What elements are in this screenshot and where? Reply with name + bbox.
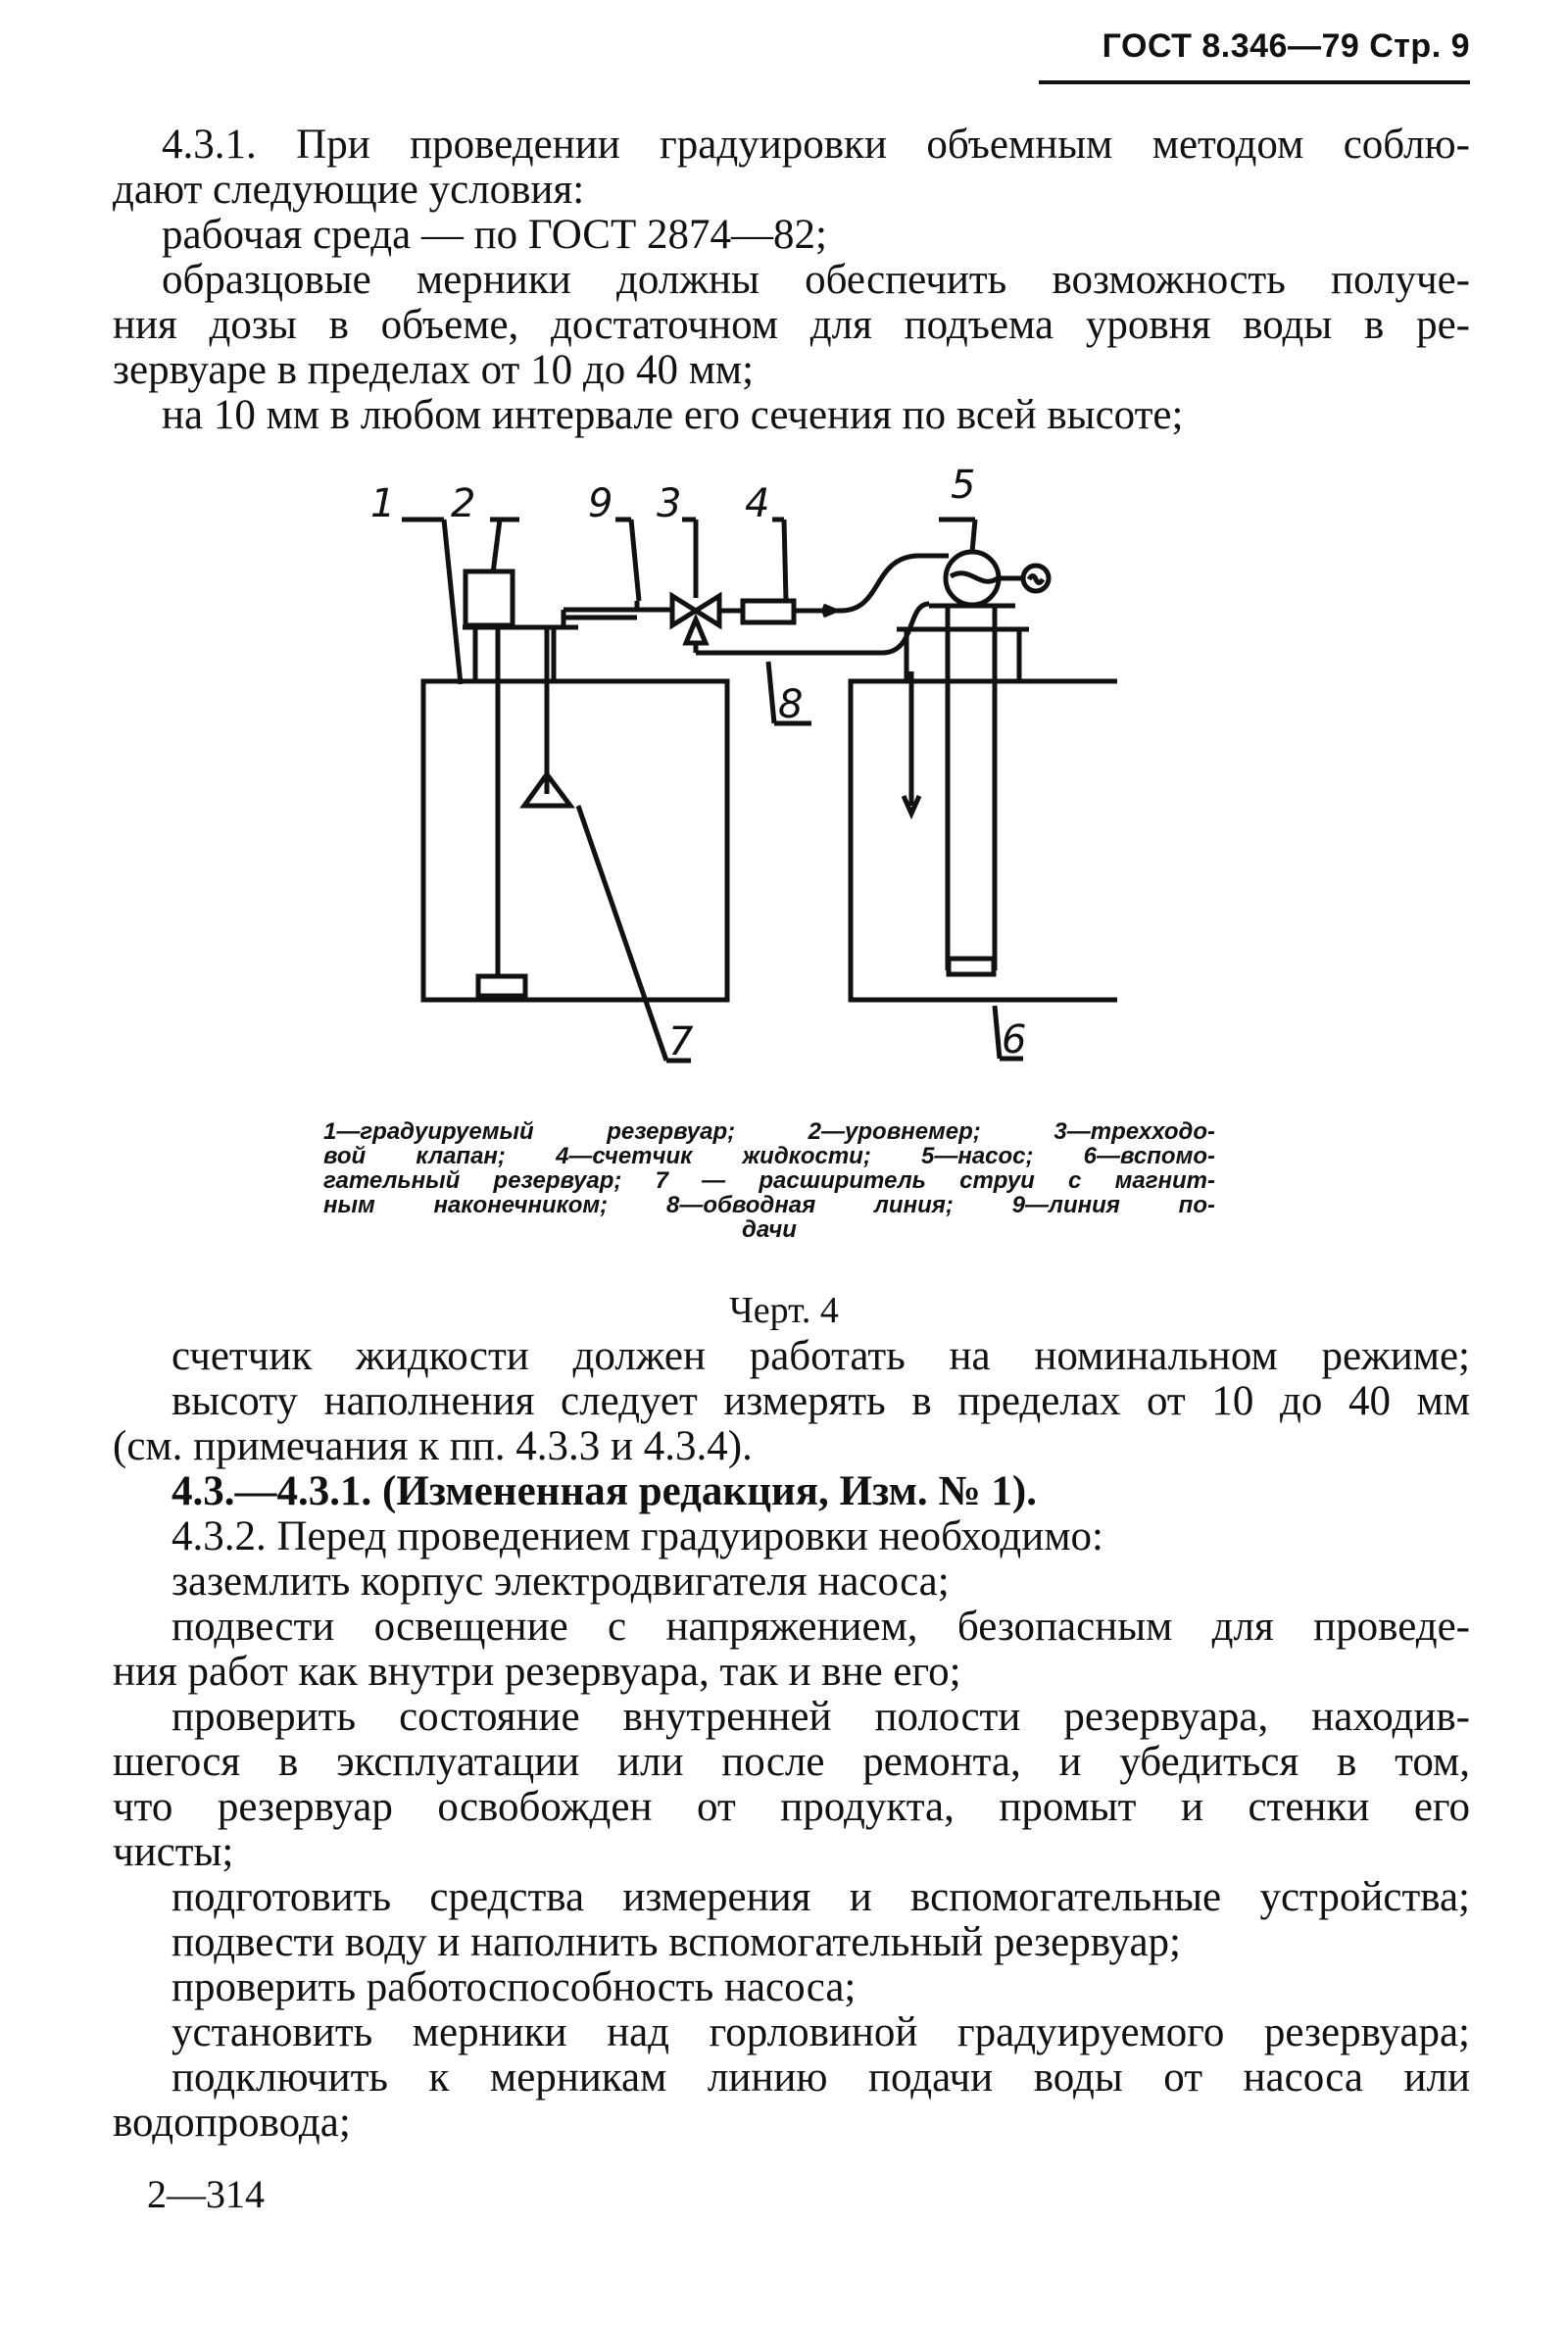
- suction-strainer: [949, 959, 994, 974]
- text-line: подготовить средства измерения и вспомогательные устройства;: [172, 1874, 1470, 1920]
- figure-caption-line: вой клапан; 4—счетчик жидкости; 5—насос; 6—вспомо-: [323, 1143, 1215, 1169]
- text-line: что резервуар освобожден от продукта, промыт и стенки его: [113, 1784, 1470, 1830]
- text-line: подключить к мерникам линию подачи воды от насоса или: [172, 2054, 1470, 2101]
- text-line: счетчик жидкости должен работать на номинальном режиме;: [172, 1333, 1470, 1379]
- text-line: подвести освещение с напряжением, безопасным для проведе-: [172, 1604, 1470, 1650]
- three-way-valve-right: [696, 596, 719, 625]
- figure-title: Черт. 4: [729, 1290, 839, 1331]
- text-line: 4.3.1. При проведении градуировки объемным методом соблю-: [162, 122, 1470, 168]
- text-line: 4.3.—4.3.1. (Измененная редакция, Изм. № 1).: [172, 1468, 1037, 1514]
- label-8: 8: [778, 682, 804, 727]
- text-line: (см. примечания к пп. 4.3.3 и 4.3.4).: [113, 1423, 753, 1469]
- text-line: образцовые мерники должны обеспечить возможность получе-: [162, 257, 1470, 303]
- text-line: ния работ как внутри резервуара, так и вне его;: [113, 1649, 961, 1695]
- figure-caption-line: гательный резервуар; 7 — расширитель струи с магнит-: [323, 1167, 1215, 1194]
- page-header-title: ГОСТ 8.346—79 Стр. 9: [1102, 27, 1470, 65]
- label-4: 4: [745, 481, 770, 526]
- text-line: проверить состояние внутренней полости резервуара, находив-: [172, 1694, 1470, 1740]
- text-line: дают следующие условия:: [113, 167, 585, 213]
- text-line: 4.3.2. Перед проведением градуировки необходимо:: [172, 1513, 1103, 1559]
- diagram-lines: [402, 519, 1117, 1061]
- text-line: подвести воду и наполнить вспомогательный резервуар;: [172, 1919, 1182, 1965]
- calibration-scheme-diagram: [353, 461, 1117, 1088]
- figure-caption-line: 1—градуируемый резервуар; 2—уровнемер; 3—трехходо-: [323, 1118, 1215, 1145]
- graduated-tank: [423, 681, 727, 1000]
- text-line: чисты;: [113, 1829, 234, 1875]
- page-folio: 2—314: [147, 2172, 265, 2216]
- flow-meter: [743, 601, 794, 622]
- label-7: 7: [668, 1019, 694, 1064]
- text-line: ния дозы в объеме, достаточном для подъема уровня воды в ре-: [113, 302, 1470, 348]
- label-5: 5: [951, 463, 976, 508]
- figure-caption-line: дачи: [742, 1216, 797, 1243]
- label-2: 2: [451, 481, 476, 526]
- label-1: 1: [370, 481, 396, 526]
- label-6: 6: [1002, 1017, 1027, 1063]
- text-line: на 10 мм в любом интервале его сечения по всей высоте;: [162, 392, 1184, 438]
- auxiliary-tank: [851, 681, 1117, 1000]
- label-9: 9: [588, 481, 613, 526]
- text-line: шегося в эксплуатации или после ремонта, и убедиться в том,: [113, 1739, 1470, 1785]
- text-line: установить мерники над горловиной градуируемого резервуара;: [172, 2009, 1470, 2055]
- text-line: зервуаре в пределах от 10 до 40 мм;: [113, 347, 755, 393]
- text-line: проверить работоспособность насоса;: [172, 1964, 857, 2010]
- text-line: водопровода;: [113, 2100, 351, 2146]
- text-line: заземлить корпус электродвигателя насоса;: [172, 1558, 950, 1605]
- text-line: рабочая среда — по ГОСТ 2874—82;: [162, 212, 827, 258]
- level-gauge-float: [478, 976, 525, 996]
- level-gauge: [466, 571, 513, 625]
- page-header: [1039, 22, 1470, 84]
- figure-caption-line: ным наконечником; 8—обводная линия; 9—линия по-: [323, 1192, 1215, 1218]
- label-3: 3: [657, 481, 682, 526]
- text-line: высоту наполнения следует измерять в пределах от 10 до 40 мм: [172, 1378, 1470, 1424]
